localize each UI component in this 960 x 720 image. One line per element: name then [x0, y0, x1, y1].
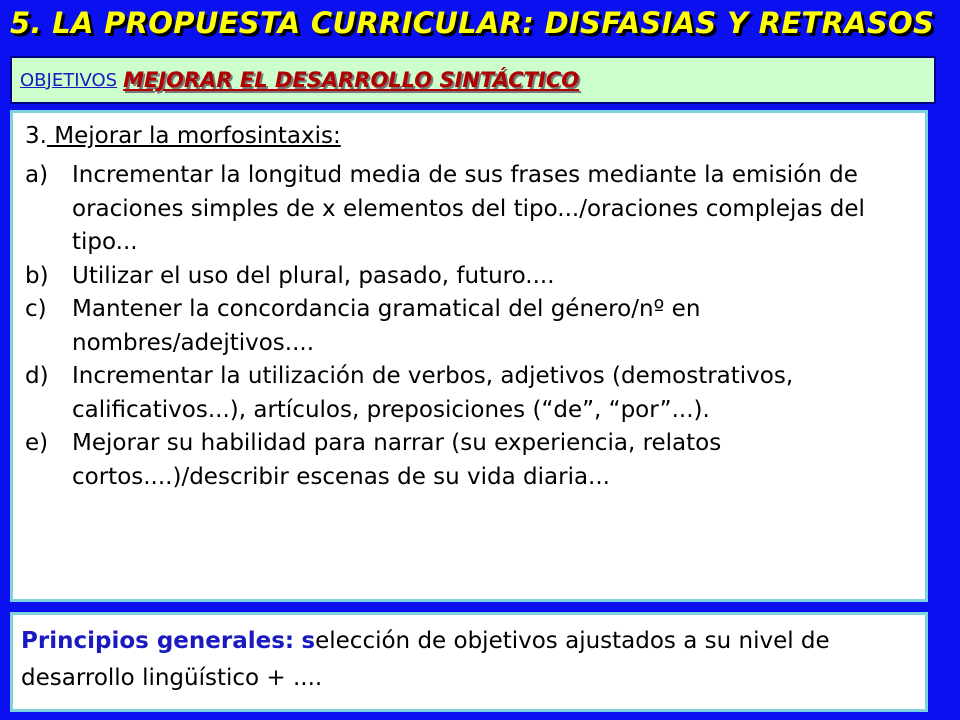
- list-marker: b): [25, 262, 49, 289]
- list-item-text: Incrementar la utilización de verbos, adjetivos (demostrativos, calificativos...), artículos, preposiciones (“de”, “por”...).: [72, 363, 794, 423]
- list-item: [25, 293, 913, 360]
- objectives-bar: [10, 56, 936, 104]
- section-title: Mejorar la morfosintaxis:: [46, 123, 341, 149]
- list-marker: e): [25, 430, 49, 456]
- principles-label: Principios generales:: [21, 628, 295, 654]
- list-item-text: Mantener la concordancia gramatical del género/nº en nombres/adejtivos....: [72, 296, 701, 356]
- section-number: 3.: [25, 123, 47, 149]
- principles-text: elección de objetivos ajustados a su nivel de desarrollo lingüístico + ....: [21, 628, 830, 691]
- list-item: [25, 260, 913, 294]
- section-heading: [25, 123, 913, 149]
- content-box: [10, 110, 928, 602]
- objectives-prefix: OBJETIVOS: [20, 69, 118, 91]
- list-marker: a): [25, 162, 49, 188]
- list-marker: c): [25, 296, 47, 322]
- principles-box: [10, 612, 928, 712]
- list-item-text: Incrementar la longitud media de sus frases mediante la emisión de oraciones simples de x elementos del tipo.../oraciones complejas del tipo...: [72, 162, 865, 255]
- list-item-text: Mejorar su habilidad para narrar (su experiencia, relatos cortos....)/describir escenas de su vida diaria...: [72, 430, 722, 490]
- list-item: [25, 360, 913, 427]
- list-item-text: Utilizar el uso del plural, pasado, futuro....: [72, 262, 555, 289]
- objectives-list: [25, 159, 913, 494]
- objectives-main: MEJORAR EL DESARROLLO SINTÁCTICO: [123, 68, 580, 92]
- list-item: [25, 159, 913, 260]
- slide-title: 5. LA PROPUESTA CURRICULAR: DISFASIAS Y RETRASOS: [10, 6, 935, 40]
- list-item: [25, 427, 913, 494]
- principles-first-letter: s: [301, 628, 316, 654]
- list-marker: d): [25, 363, 49, 389]
